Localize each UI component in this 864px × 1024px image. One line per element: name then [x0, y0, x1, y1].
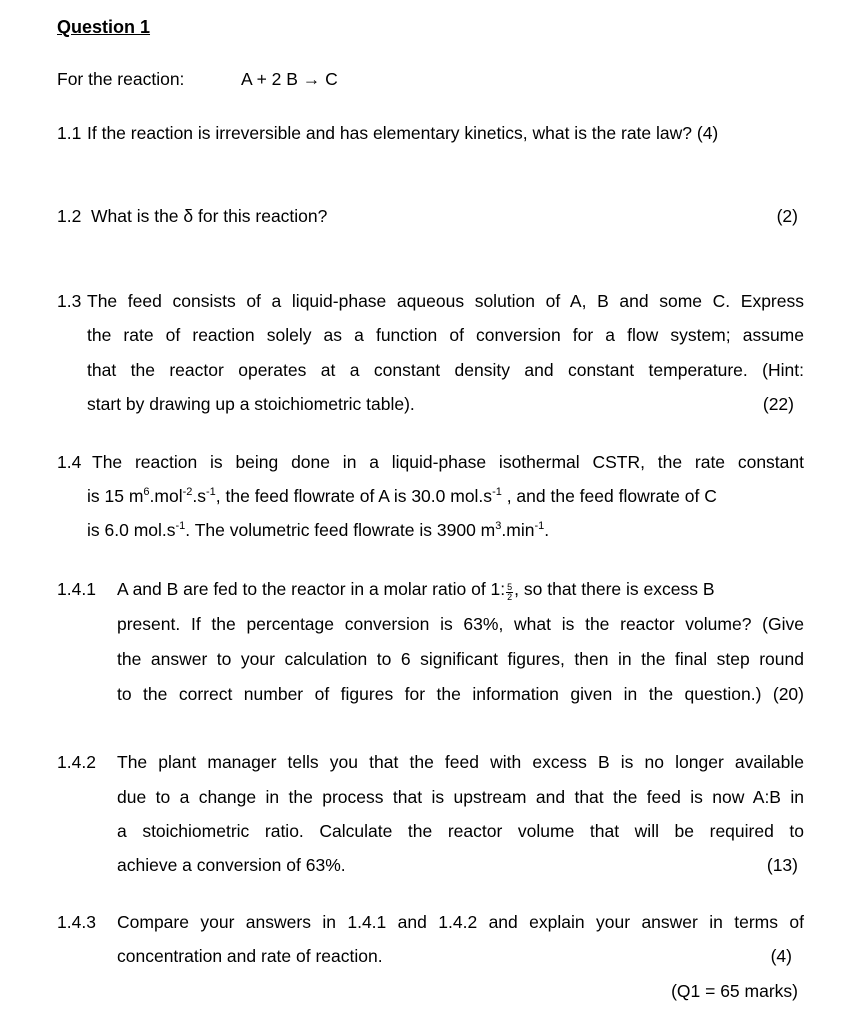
question-text-line-1: The plant manager tells you that the feed with excess B is no longer available [117, 752, 804, 772]
question-text-line-3: a stoichiometric ratio. Calculate the reactor volume that will be required to [117, 821, 804, 841]
question-text: What is the δ for this reaction? [91, 206, 328, 226]
question-text-line-1: The feed consists of a liquid-phase aqueous solution of A, B and some C. Express [87, 291, 804, 311]
page-title: Question 1 [57, 17, 151, 37]
question-text-line-1: Compare your answers in 1.4.1 and 1.4.2 and explain your answer in terms of [117, 912, 804, 932]
question-text: If the reaction is irreversible and has elementary kinetics, what is the rate law? (4) [87, 123, 719, 143]
total-marks: (Q1 = 65 marks) [671, 981, 798, 1001]
reaction-equation: A + 2 B → C [241, 69, 338, 89]
question-number: 1.2 [57, 206, 82, 226]
question-marks: (4) [770, 946, 792, 966]
question-text-line-4: achieve a conversion of 63%. [117, 855, 346, 875]
question-number: 1.4.3 [57, 912, 96, 932]
question-text-line-4: to the correct number of figures for the information given in the question.) (20) [117, 684, 804, 704]
question-number: 1.1 [57, 123, 82, 143]
question-marks: (2) [776, 206, 798, 226]
question-marks: (13) [766, 855, 798, 875]
question-text-line-3: is 6.0 $mol.s^{-1}$. The volumetric feed flowrate is 3900 $m^3.\min^{-1}$. [87, 520, 550, 540]
question-text-line-3: the answer to your calculation to 6 significant figures, then in the final step round [117, 649, 804, 669]
question-number: 1.3 [57, 291, 82, 311]
fraction: $\frac{5}{2}$ [507, 582, 513, 602]
question-text-line-1: A and B are fed to the reactor in a molar ratio of 1: $\frac{5}{2}$ , so that there is excess B [117, 579, 715, 602]
question-text-line-2: is 15 $m^6.mol^{-2}.s^{-1}$, the feed flowrate of A is 30.0 $mol.s^{-1}$ , and the feed flowrate of C [87, 486, 717, 506]
question-number: 1.4.1 [57, 579, 96, 599]
question-marks: (22) [762, 394, 794, 414]
question-text-line-1: The reaction is being done in a liquid-phase isothermal CSTR, the rate constant [92, 452, 804, 472]
reaction-label: For the reaction: [57, 69, 185, 89]
question-text-line-2: the rate of reaction solely as a function of conversion for a flow system; assume [87, 325, 804, 345]
question-text-line-4: start by drawing up a stoichiometric table). [87, 394, 415, 414]
question-text-line-2: due to a change in the process that is upstream and that the feed is now A:B in [117, 787, 804, 807]
question-text-line-2: concentration and rate of reaction. [117, 946, 383, 966]
question-number: 1.4 [57, 452, 82, 472]
question-text-line-2: present. If the percentage conversion is 63%, what is the reactor volume? (Give [117, 614, 804, 634]
question-text-line-3: that the reactor operates at a constant density and constant temperature. (Hint: [87, 360, 804, 380]
question-number: 1.4.2 [57, 752, 96, 772]
